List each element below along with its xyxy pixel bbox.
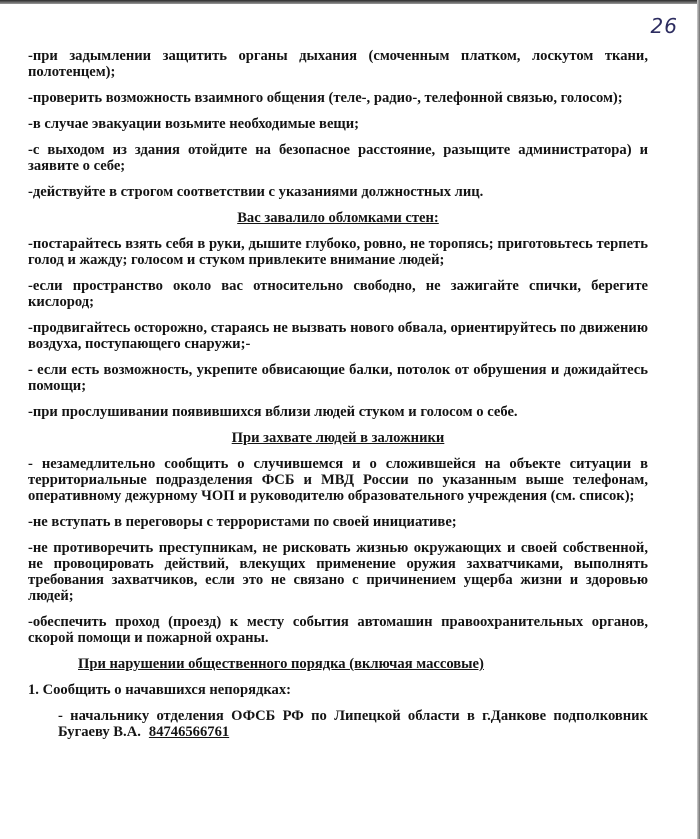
paragraph: -постарайтесь взять себя в руки, дышите глубоко, ровно, не торопясь; приготовьтесь терпеть голод и жажду; голосом и стуком привлеките внимание людей; (28, 236, 648, 268)
paragraph: 1. Сообщить о начавшихся непорядках: (28, 682, 292, 698)
paragraph: - незамедлительно сообщить о случившемся и о сложившейся на объекте ситуации в территориальные подразделения ФСБ и МВД России по указанным выше телефонам, оперативному дежурному ЧОП и руководителю образовательного учреждения (см. список); (28, 456, 648, 504)
paragraph: -продвигайтесь осторожно, стараясь не вызвать нового обвала, ориентируйтесь по движению воздуха, поступающего снаружи;- (28, 320, 648, 352)
paragraph: -проверить возможность взаимного общения (теле-, радио-, телефонной связью, голосом); (28, 90, 623, 106)
scan-top-edge (0, 0, 700, 4)
paragraph: -в случае эвакуации возьмите необходимые вещи; (28, 116, 360, 132)
document-body (28, 48, 648, 740)
section-heading: При захвате людей в заложники (231, 430, 445, 446)
paragraph: -действуйте в строгом соответствии с указаниями должностных лиц. (28, 184, 484, 200)
contact-text: - начальнику отделения ОФСБ РФ по Липецкой области в г.Данкове подполковник Бугаеву В.А. (58, 708, 648, 740)
section-heading: При нарушении общественного порядка (включая массовые) (78, 656, 484, 672)
paragraph (28, 708, 648, 740)
phone-number: 84746566761 (148, 724, 230, 740)
paragraph: -при задымлении защитить органы дыхания (смоченным платком, лоскутом ткани, полотенцем); (28, 48, 648, 80)
paragraph: -с выходом из здания отойдите на безопасное расстояние, разыщите администратора) и заявите о себе; (28, 142, 648, 174)
paragraph: - если есть возможность, укрепите обвисающие балки, потолок от обрушения и дожидайтесь помощи; (28, 362, 648, 394)
page-number: 26 (650, 14, 678, 38)
section-heading: Вас завалило обломками стен: (237, 210, 439, 226)
paragraph: -если пространство около вас относительно свободно, не зажигайте спички, берегите кислород; (28, 278, 648, 310)
paragraph: -при прослушивании появившихся вблизи людей стуком и голосом о себе. (28, 404, 518, 420)
paragraph: -не противоречить преступникам, не рисковать жизнью окружающих и своей собственной, не провоцировать действий, влекущих применение оружия захватчиками, выполнять требования захватчиков, если это не связано с причинением ущерба жизни и здоровью людей; (28, 540, 648, 604)
paragraph: -обеспечить проход (проезд) к месту события автомашин правоохранительных органов, скорой помощи и пожарной охраны. (28, 614, 648, 646)
paragraph: -не вступать в переговоры с террористами по своей инициативе; (28, 514, 457, 530)
